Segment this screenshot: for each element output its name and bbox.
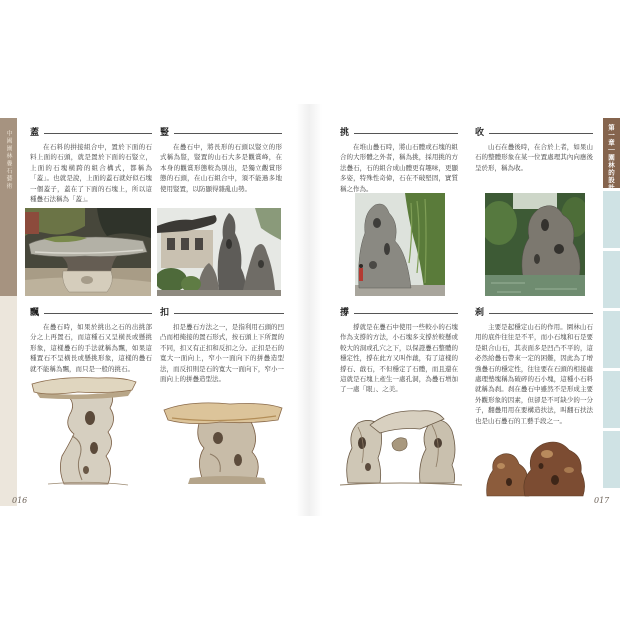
header-rule xyxy=(174,313,284,314)
header-rule xyxy=(44,133,152,134)
header-rule xyxy=(489,133,593,134)
section-text-piao: 在疊石時，如果於挑出之石的出挑部分之上再置石，而這種石又呈橫長或懸挑形象，這樣疊石的手法就稱為飄，如果這種置石不呈橫長或懸挑形象，這樣的疊石就不能稱為飄，而只是一般的挑石。 xyxy=(30,323,152,373)
section-text-cheng: 撐就是在疊石中使用一些較小的石塊作為支撐的方法，小石塊多支撐於較懸或較大的洞或孔穴之下，以保證疊石整體的穩定性，撐在此方又叫作戧，有了這樣的撐石、戧石，不但穩定了石體，而且還在這就是石塊上產生一處孔洞，為疊石增加了一處「眼」、之美。 xyxy=(340,323,458,394)
section-text-kou: 扣是疊石方法之一，是指利用石頭的凹凸而相掩接的置石形式，按石頭上下所置的不同，扣又有正扣和反扣之分。正扣是石的寬大一面向上，窄小一面向下的拼疊造型法，而反扣則是石的寬大一面向下，窄小一面向上的拼疊造型法。 xyxy=(160,323,284,384)
section-title: 挑 xyxy=(340,128,350,138)
book-gutter xyxy=(296,104,322,516)
section-title: 豎 xyxy=(160,128,170,138)
left-side-strip xyxy=(0,296,17,506)
page-number-right: 017 xyxy=(594,496,610,505)
chapter-tab-3 xyxy=(603,251,620,308)
section-title: 扣 xyxy=(160,308,170,318)
section-title: 刹 xyxy=(475,308,485,318)
photo-covered-rock xyxy=(25,208,151,296)
section-title: 蓋 xyxy=(30,128,40,138)
chapter-tab-6 xyxy=(603,431,620,488)
section-header-piao xyxy=(30,307,152,319)
section-header-gai xyxy=(30,127,152,139)
section-text-shu: 在疊石中，將長形的石頭以豎立的形式稱為豎，豎置的山石大多是觀賞峰，在本身的觀賞形態較為別出，是獨立觀賞形態的石頭，在山石組合中，須不能過多地使用豎置，以防顯得雜亂山勢。 xyxy=(160,143,282,193)
left-side-tab-label: 中國園林疊石藝術 xyxy=(5,130,12,190)
header-rule xyxy=(174,133,282,134)
chapter-tab-label: 第一章｜園林的設計 xyxy=(607,124,615,192)
section-text-gai: 在石料的拼接組合中，置於下面的石料上面的石頭，就是置於下面的石豎立，上面的石塊橫跨的組合構式，都稱為「蓋」。也就是說，上面的蓋石就好似石塊一個蓋子，蓋在了下面的石塊上，所以這種疊石法稱為「蓋」。 xyxy=(30,143,152,204)
photo-standing-rocks xyxy=(157,208,281,296)
illustration-wedged-rocks xyxy=(485,436,587,498)
section-title: 飄 xyxy=(30,308,40,318)
header-rule xyxy=(354,133,458,134)
section-header-tiao xyxy=(340,127,458,139)
section-title: 撐 xyxy=(340,308,350,318)
illustration-floating-rock xyxy=(28,370,143,488)
section-title: 收 xyxy=(475,128,485,138)
chapter-tab-active xyxy=(603,118,620,192)
photo-projecting-rock xyxy=(355,193,445,296)
section-header-shu xyxy=(160,127,282,139)
section-header-cheng xyxy=(340,307,458,319)
section-header-cha xyxy=(475,307,593,319)
section-header-kou xyxy=(160,307,284,319)
header-rule xyxy=(354,313,458,314)
section-text-tiao: 在堆山疊石時，將山石體或石塊的組合的大形體之外者，稱為挑，採用挑的方法疊石，石的組合成山體更有趣味，更顯多姿，特殊性奇偉，石在不破堅固，實質稱之作為。 xyxy=(340,143,458,193)
illustration-propped-rock xyxy=(340,403,462,488)
section-text-shou: 山石在疊後時，在合於上者，如果山石的整體形象在某一位置處理其內向應後呈於形，稱為收。 xyxy=(475,143,593,172)
photo-closing-rock xyxy=(485,193,585,296)
illustration-interlocked-rock xyxy=(160,398,286,486)
chapter-tab-5 xyxy=(603,371,620,428)
page-number-left: 016 xyxy=(12,496,28,505)
left-side-tab xyxy=(0,118,17,296)
section-text-cha: 主要是起穩定山石的作用。園林山石用的底件往往是不平，而小石塊和石是要是組合山石，其表面多是凹凸不平的，這必然給疊石帶來一定的困難，因此為了增強疊石的穩定性，往往要在石頭的相接處處理墊塊稱為破碎的石小塊，這種小石料就稱為刹。刹在疊石中雖然不是形成主要外觀形象的因素，但卻是不可缺少的一分子，翻疊用用在要構造扶法，叫翻石扶法也是山石疊石的工藝手段之一。 xyxy=(475,323,593,425)
header-rule xyxy=(44,313,152,314)
section-header-shou xyxy=(475,127,593,139)
header-rule xyxy=(489,313,593,314)
chapter-tab-4 xyxy=(603,311,620,368)
chapter-tab-2 xyxy=(603,191,620,248)
